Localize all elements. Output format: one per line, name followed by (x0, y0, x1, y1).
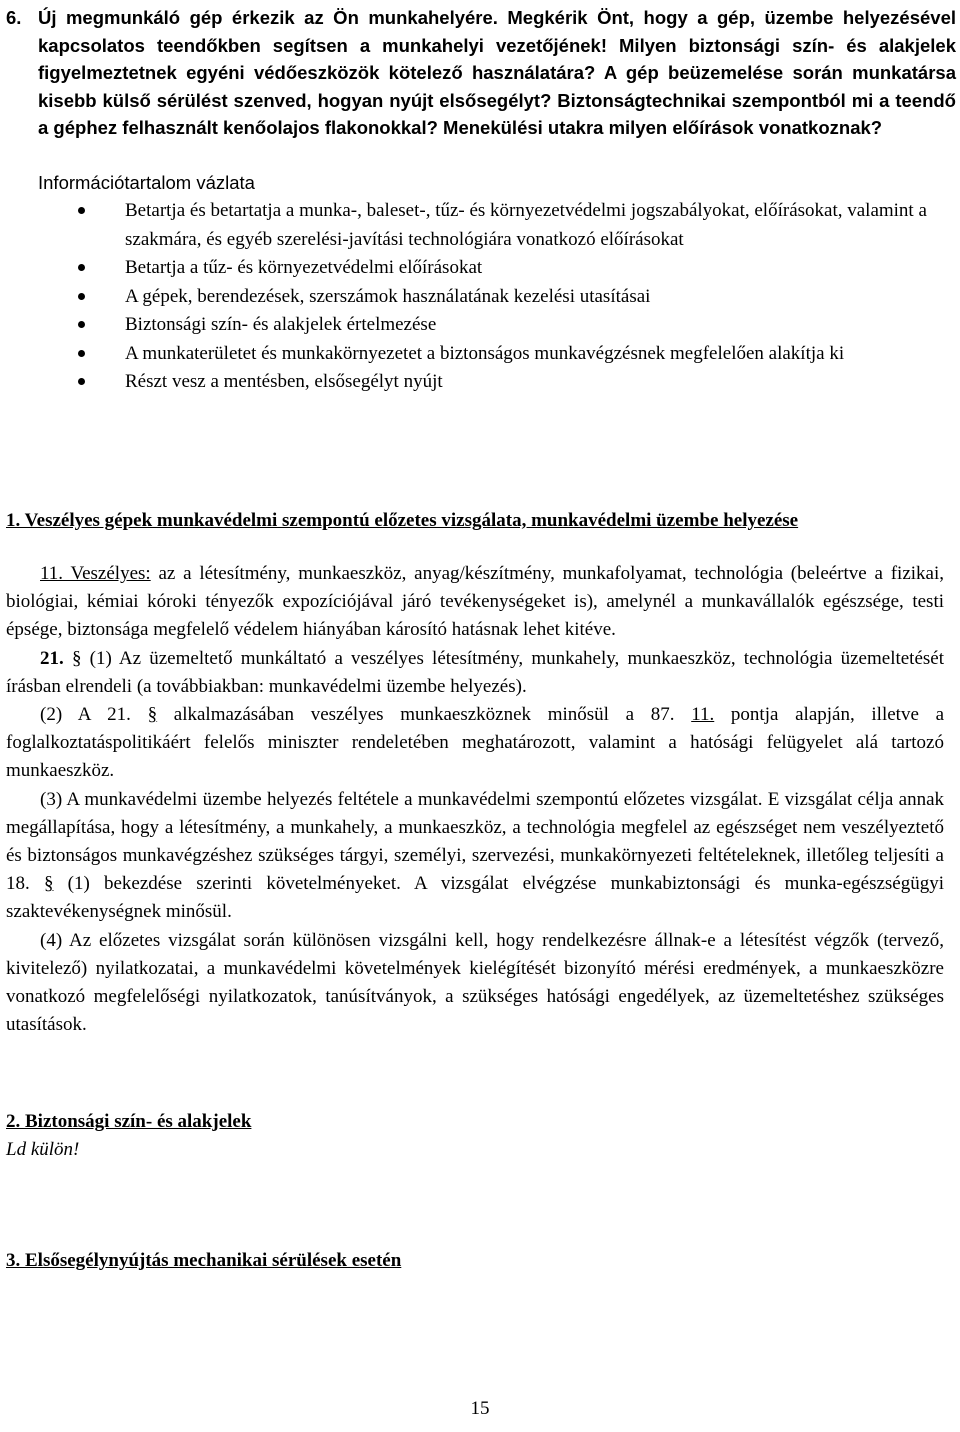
section-1-heading: 1. Veszélyes gépek munkavédelmi szempontú előzetes vizsgálata, munkavédelmi üzembe helyezése (6, 510, 799, 531)
section-3-heading: 3. Elsősegélynyújtás mechanikai sérülések esetén (6, 1250, 402, 1271)
term-label: 11. Veszélyes: (40, 563, 151, 584)
paragraph-21-4: (4) Az előzetes vizsgálat során különösen vizsgálni kell, hogy rendelkezésre állnak-e a létesítést végzők (tervező, kivitelező) nyilatkozatai, a munkavédelmi követelmények kielégítését bizonyító mérési eredmények, a munkaeszközre vonatkozó megfelelőségi nyilatkozatok, tanúsítványok, a szükséges hatósági engedélyek, az üzemeltetéshez szükséges utasítások. (6, 929, 944, 1036)
paragraph-21-2: (2) A 21. § alkalmazásában veszélyes munkaeszköznek minősül a 87. 11. pontja alapján, illetve a foglalkoztatáspolitikáért felelős miniszter rendeletében meghatározott, valamint a hatósági felügyelet alá tartozó munkaeszköz. (6, 704, 944, 782)
bullet-icon (78, 321, 85, 328)
section-sign: § (147, 704, 158, 726)
bullet-icon (78, 378, 85, 385)
list-item: Biztonsági szín- és alakjelek értelmezése (0, 311, 960, 340)
section-2-heading: 2. Biztonsági szín- és alakjelek (6, 1111, 252, 1132)
info-outline-title: Információtartalom vázlata (38, 172, 255, 193)
info-bullet-list (0, 197, 960, 397)
section-1-body (6, 560, 944, 1039)
list-item: A gépek, berendezések, szerszámok használatának kezelési utasításai (0, 283, 960, 312)
section-2-note: Ld külön! (6, 1139, 80, 1160)
question-text: Új megmunkáló gép érkezik az Ön munkahelyére. Megkérik Önt, hogy a gép, üzembe helyezésével kapcsolatos teendőkben segítsen a munkahelyi vezetőjének! Milyen biztonsági szín- és alakjelek figyelmeztetnek egyéni védőeszközök kötelező használatára? A gép beüzemelése során munkatársa kisebb külső sérülést szenved, hogyan nyújt elsősegélyt? Biztonságtechnikai szempontból mi a teendő a géphez felhasznált kenőolajos flakonokkal? Menekülési utakra milyen előírások vonatkoznak? (38, 7, 956, 138)
bullet-icon (78, 350, 85, 357)
bullet-icon (78, 207, 85, 214)
list-item: A munkaterületet és munkakörnyezetet a biztonságos munkavégzésnek megfelelően alakítja ki (0, 340, 960, 369)
paragraph-21: 21. § (1) Az üzemeltető munkáltató a veszélyes létesítmény, munkahely, munkaeszköz, technológia üzemeltetését írásban elrendeli (a továbbiakban: munkavédelmi üzembe helyezés). (6, 647, 944, 697)
section-ref: 11. (691, 704, 715, 726)
list-item: Betartja és betartatja a munka-, baleset-, tűz- és környezetvédelmi jogszabályokat, előírásokat, valamint a szakmára, és egyéb szerelési-javítási technológiára vonatkozó előírásokat (0, 197, 960, 254)
paragraph-21-3: (3) A munkavédelmi üzembe helyezés feltétele a munkavédelmi szempontú előzetes vizsgálat. E vizsgálat célja annak megállapítása, hogy a létesítmény, a munkahely, a munkaeszköz, a technológia megfelel az egészséget nem veszélyeztető és biztonságos munkavégzéshez szükséges tárgyi, személyi, szervezési, munkakörnyezeti feltételeknek, illetőleg teljesíti a 18. § (1) bekezdése szerinti követelményeket. A vizsgálat elvégzése munkabiztonsági és munka-egészségügyi szaktevékenységnek minősül. (6, 788, 945, 923)
bullet-icon (78, 293, 85, 300)
list-item: Részt vesz a mentésben, elsősegélyt nyújt (0, 368, 960, 397)
paragraph-11: 11. Veszélyes: az a létesítmény, munkaeszköz, anyag/készítmény, munkafolyamat, technológia (beleértve a fizikai, biológiai, kémiai kóroki tényezők expozíciójával járó tevékenységeket is), amelynél a munkavállalók egészsége, testi épsége, biztonsága megfelelő védelem hiányában károsító hatásnak lehet kitéve. (6, 563, 944, 641)
bullet-icon (78, 264, 85, 271)
question-number: 6. (6, 7, 22, 28)
section-sign: § (43, 873, 54, 895)
exam-question (0, 4, 956, 142)
list-item: Betartja a tűz- és környezetvédelmi előírásokat (0, 254, 960, 283)
page-number: 15 (470, 1398, 490, 1419)
section-sign: § (71, 647, 82, 669)
